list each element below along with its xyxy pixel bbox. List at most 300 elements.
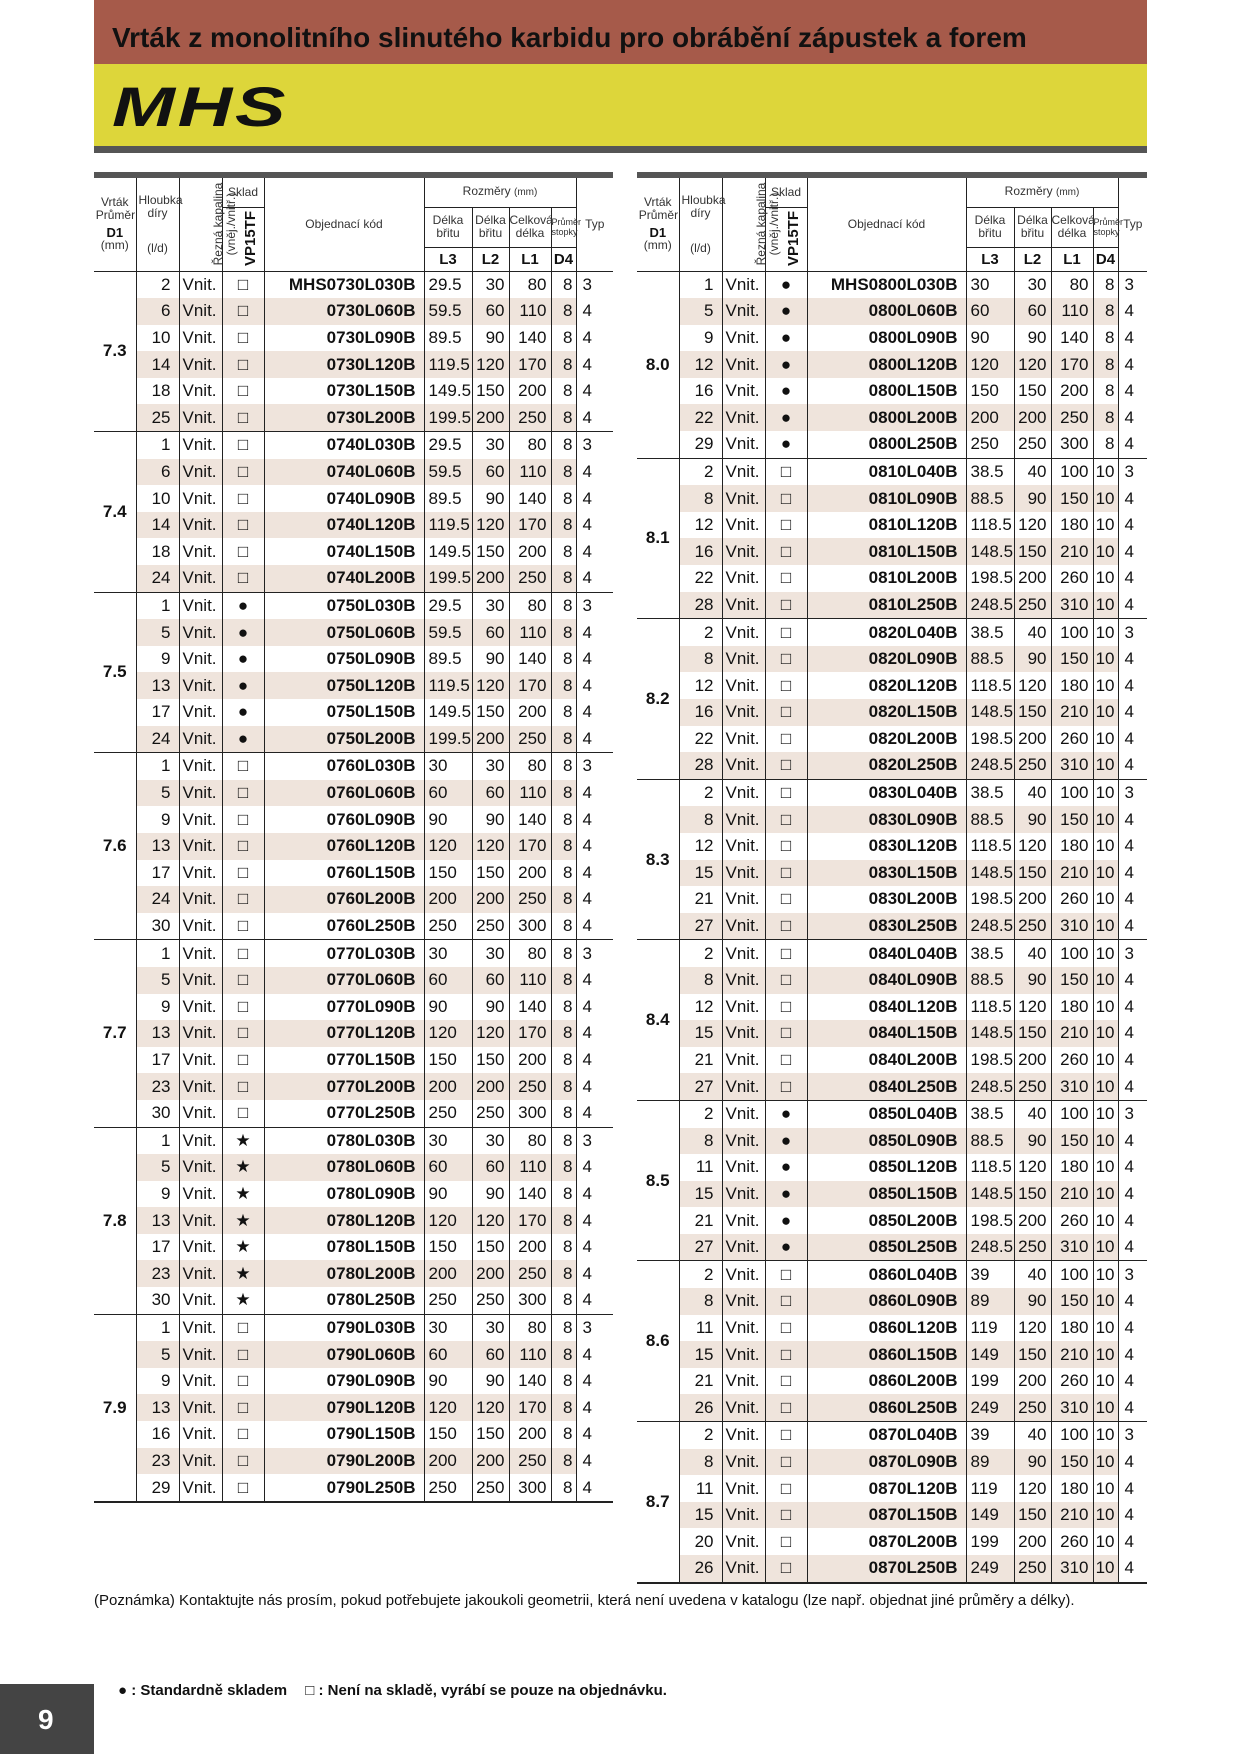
type-cell: 4 <box>582 916 592 936</box>
table-row <box>94 485 613 512</box>
l3-cell: 60 <box>424 1341 472 1368</box>
type-cell: 4 <box>1124 1478 1134 1498</box>
depth-cell: 5 <box>136 1341 179 1368</box>
order-code-cell: 0870L040B <box>807 1422 966 1449</box>
l1-cell: 250 <box>509 565 551 592</box>
d4-cell: 8 <box>551 351 576 378</box>
stock-cell: □ <box>765 1422 807 1449</box>
table-row <box>94 298 613 325</box>
l3-cell: 250 <box>966 431 1014 458</box>
type-cell: 4 <box>1124 1344 1134 1364</box>
l1-cell: 310 <box>1051 1394 1093 1421</box>
type-cell: 3 <box>576 432 613 459</box>
table-row <box>94 1421 613 1448</box>
l2-cell: 40 <box>1014 779 1051 806</box>
l3-cell: 149 <box>966 1341 1014 1368</box>
l2-cell: 120 <box>1014 1475 1051 1502</box>
l1-cell: 210 <box>1051 1502 1093 1529</box>
coolant-cell: Vnit. <box>722 351 765 378</box>
order-code-cell: 0750L060B <box>264 619 424 646</box>
table-row <box>637 752 1147 779</box>
l3-cell: 29.5 <box>424 592 472 619</box>
table-row <box>637 1154 1147 1181</box>
table-row <box>94 1100 613 1127</box>
l2-cell: 30 <box>472 1314 509 1341</box>
stock-cell: □ <box>765 779 807 806</box>
order-code-cell: 0760L250B <box>264 913 424 940</box>
l2-cell: 120 <box>1014 833 1051 860</box>
stock-cell: ● <box>765 431 807 458</box>
d4-cell: 8 <box>1093 298 1118 325</box>
d4-cell: 8 <box>551 459 576 486</box>
type-cell: 4 <box>582 836 592 856</box>
table-row <box>637 1020 1147 1047</box>
order-code-cell: 0860L090B <box>807 1288 966 1315</box>
coolant-cell: Vnit. <box>179 806 222 833</box>
l3-cell: 118.5 <box>966 833 1014 860</box>
l1-cell: 260 <box>1051 1207 1093 1234</box>
depth-cell: 1 <box>136 432 179 459</box>
coolant-cell: Vnit. <box>722 1154 765 1181</box>
depth-cell: 1 <box>136 1127 179 1154</box>
d4-cell: 10 <box>1093 565 1118 592</box>
order-code-cell: 0820L120B <box>807 672 966 699</box>
l1-cell: 180 <box>1051 833 1093 860</box>
table-row <box>637 404 1147 431</box>
coolant-cell: Vnit. <box>179 325 222 352</box>
l1-cell: 110 <box>509 619 551 646</box>
type-cell: 3 <box>1118 940 1147 967</box>
coolant-cell: Vnit. <box>179 1073 222 1100</box>
stock-cell: ● <box>222 672 264 699</box>
order-code-cell: 0860L250B <box>807 1394 966 1421</box>
table-row <box>637 378 1147 405</box>
coolant-cell: Vnit. <box>179 646 222 673</box>
coolant-cell: Vnit. <box>179 886 222 913</box>
coolant-cell: Vnit. <box>179 512 222 539</box>
d4-cell: 8 <box>551 1154 576 1181</box>
diameter-cell: 8.2 <box>637 619 679 780</box>
table-row <box>94 459 613 486</box>
depth-cell: 21 <box>679 1047 722 1074</box>
depth-cell: 9 <box>679 325 722 352</box>
l2-cell: 150 <box>472 860 509 887</box>
stock-cell: □ <box>222 1100 264 1127</box>
type-cell: 4 <box>1124 1505 1134 1525</box>
depth-cell: 26 <box>679 1394 722 1421</box>
l1-cell: 200 <box>509 1421 551 1448</box>
l1-cell: 80 <box>1051 271 1093 298</box>
type-cell: 4 <box>1124 1291 1134 1311</box>
order-code-cell: 0790L250B <box>264 1474 424 1502</box>
d4-cell: 8 <box>551 1100 576 1127</box>
order-code-cell: 0730L150B <box>264 378 424 405</box>
l1-cell: 310 <box>1051 1555 1093 1583</box>
l3-cell: 200 <box>966 404 1014 431</box>
hdr-l2: Délka břitu <box>472 207 509 247</box>
stock-cell: ★ <box>222 1154 264 1181</box>
l2-cell: 150 <box>472 699 509 726</box>
depth-cell: 2 <box>679 779 722 806</box>
hdr-order-code: Objednací kód <box>264 175 424 271</box>
type-cell: 3 <box>576 753 613 780</box>
stock-cell: ● <box>222 619 264 646</box>
d4-cell: 10 <box>1093 860 1118 887</box>
l1-cell: 250 <box>509 1073 551 1100</box>
coolant-cell: Vnit. <box>179 1474 222 1502</box>
order-code-cell: 0850L120B <box>807 1154 966 1181</box>
l1-cell: 170 <box>509 833 551 860</box>
d4-cell: 10 <box>1093 940 1118 967</box>
l3-cell: 198.5 <box>966 565 1014 592</box>
stock-cell: □ <box>222 1394 264 1421</box>
d4-cell: 10 <box>1093 752 1118 779</box>
order-code-cell: 0760L090B <box>264 806 424 833</box>
l3-cell: 120 <box>424 833 472 860</box>
stock-cell: □ <box>765 458 807 485</box>
l3-cell: 120 <box>424 1394 472 1421</box>
l2-cell: 150 <box>472 1421 509 1448</box>
hdr-d4: Průměr stopky <box>1093 207 1118 247</box>
depth-cell: 15 <box>679 1020 722 1047</box>
table-row <box>94 1474 613 1502</box>
stock-cell: □ <box>222 298 264 325</box>
l1-cell: 200 <box>509 860 551 887</box>
order-code-cell: 0780L090B <box>264 1181 424 1208</box>
order-code-cell: 0820L200B <box>807 726 966 753</box>
d4-cell: 8 <box>551 1287 576 1314</box>
l2-cell: 90 <box>1014 806 1051 833</box>
coolant-cell: Vnit. <box>722 1073 765 1100</box>
depth-cell: 12 <box>679 351 722 378</box>
coolant-cell: Vnit. <box>179 699 222 726</box>
l2-cell: 30 <box>472 432 509 459</box>
order-code-cell: 0830L090B <box>807 806 966 833</box>
coolant-cell: Vnit. <box>722 726 765 753</box>
stock-cell: □ <box>222 1474 264 1502</box>
hdr-l3-sym: L3 <box>966 247 1014 271</box>
l3-cell: 248.5 <box>966 752 1014 779</box>
l3-cell: 198.5 <box>966 886 1014 913</box>
table-row <box>94 967 613 994</box>
coolant-cell: Vnit. <box>722 646 765 673</box>
table-row <box>94 726 613 753</box>
type-cell: 4 <box>582 809 592 829</box>
l1-cell: 150 <box>1051 1128 1093 1155</box>
legend-on-order: □ : Není na skladě, vyrábí se pouze na objednávku. <box>305 1682 667 1699</box>
type-cell: 4 <box>1124 809 1134 829</box>
depth-cell: 8 <box>679 1288 722 1315</box>
stock-cell: ● <box>765 1100 807 1127</box>
diameter-cell: 8.6 <box>637 1261 679 1422</box>
coolant-cell: Vnit. <box>179 1341 222 1368</box>
type-cell: 4 <box>1124 327 1134 347</box>
depth-cell: 15 <box>679 1181 722 1208</box>
stock-cell: ● <box>222 646 264 673</box>
coolant-cell: Vnit. <box>179 565 222 592</box>
coolant-cell: Vnit. <box>722 378 765 405</box>
coolant-cell: Vnit. <box>722 565 765 592</box>
coolant-cell: Vnit. <box>722 592 765 619</box>
coolant-cell: Vnit. <box>722 512 765 539</box>
order-code-cell: 0760L120B <box>264 833 424 860</box>
diameter-cell: 7.8 <box>94 1127 136 1314</box>
hdr-type: Typ <box>576 175 613 271</box>
d4-cell: 10 <box>1093 1315 1118 1342</box>
coolant-cell: Vnit. <box>722 271 765 298</box>
l3-cell: 90 <box>424 806 472 833</box>
coolant-cell: Vnit. <box>722 672 765 699</box>
l2-cell: 40 <box>1014 619 1051 646</box>
coolant-cell: Vnit. <box>179 994 222 1021</box>
l2-cell: 150 <box>1014 1341 1051 1368</box>
depth-cell: 10 <box>136 325 179 352</box>
footnote: (Poznámka) Kontaktujte nás prosím, pokud potřebujete jakoukoli geometrii, která není uvedena v katalogu (lze např. objednat jiné průměry a délky). <box>94 1592 1075 1609</box>
stock-cell: □ <box>765 860 807 887</box>
l1-cell: 180 <box>1051 1315 1093 1342</box>
l2-cell: 120 <box>1014 994 1051 1021</box>
l1-cell: 80 <box>509 592 551 619</box>
l1-cell: 140 <box>509 994 551 1021</box>
l3-cell: 118.5 <box>966 1154 1014 1181</box>
depth-cell: 17 <box>136 1234 179 1261</box>
type-cell: 4 <box>582 327 592 347</box>
l3-cell: 38.5 <box>966 458 1014 485</box>
stock-cell: □ <box>765 1394 807 1421</box>
d4-cell: 8 <box>1093 378 1118 405</box>
l1-cell: 100 <box>1051 619 1093 646</box>
type-cell: 4 <box>1124 515 1134 535</box>
depth-cell: 16 <box>679 699 722 726</box>
series-banner <box>94 64 1147 146</box>
type-cell: 4 <box>582 301 592 321</box>
type-cell: 4 <box>1124 434 1134 454</box>
stock-cell: ● <box>765 1181 807 1208</box>
hdr-l1: Celková délka <box>1051 207 1093 247</box>
coolant-cell: Vnit. <box>722 994 765 1021</box>
stock-cell: □ <box>222 432 264 459</box>
depth-cell: 21 <box>679 1368 722 1395</box>
coolant-cell: Vnit. <box>722 1449 765 1476</box>
table-row <box>94 1020 613 1047</box>
d4-cell: 8 <box>551 1260 576 1287</box>
d4-cell: 10 <box>1093 1449 1118 1476</box>
l2-cell: 40 <box>1014 1261 1051 1288</box>
l3-cell: 30 <box>966 271 1014 298</box>
type-cell: 4 <box>1124 1130 1134 1150</box>
order-code-cell: 0780L120B <box>264 1207 424 1234</box>
l3-cell: 38.5 <box>966 619 1014 646</box>
l3-cell: 250 <box>424 913 472 940</box>
l3-cell: 30 <box>424 1314 472 1341</box>
l3-cell: 199.5 <box>424 565 472 592</box>
hdr-grade: VP15TF <box>765 207 807 271</box>
coolant-cell: Vnit. <box>179 538 222 565</box>
depth-cell: 28 <box>679 592 722 619</box>
coolant-cell: Vnit. <box>179 1020 222 1047</box>
l3-cell: 60 <box>966 298 1014 325</box>
d4-cell: 8 <box>551 886 576 913</box>
l3-cell: 150 <box>424 1421 472 1448</box>
stock-cell: ● <box>765 1234 807 1261</box>
stock-cell: ● <box>765 1128 807 1155</box>
coolant-cell: Vnit. <box>179 1260 222 1287</box>
d4-cell: 10 <box>1093 1288 1118 1315</box>
depth-cell: 8 <box>679 1449 722 1476</box>
table-row <box>637 1234 1147 1261</box>
order-code-cell: 0800L060B <box>807 298 966 325</box>
depth-cell: 15 <box>679 1341 722 1368</box>
order-code-cell: 0730L060B <box>264 298 424 325</box>
coolant-cell: Vnit. <box>722 1555 765 1583</box>
d4-cell: 10 <box>1093 806 1118 833</box>
table-row <box>94 271 613 298</box>
stock-cell: □ <box>765 913 807 940</box>
depth-cell: 24 <box>136 886 179 913</box>
l3-cell: 60 <box>424 967 472 994</box>
l3-cell: 119 <box>966 1475 1014 1502</box>
l2-cell: 90 <box>472 1368 509 1395</box>
d4-cell: 10 <box>1093 1073 1118 1100</box>
l3-cell: 250 <box>424 1474 472 1502</box>
order-code-cell: 0800L200B <box>807 404 966 431</box>
d4-cell: 10 <box>1093 1234 1118 1261</box>
hdr-dimensions: Rozměry (mm) <box>966 175 1118 207</box>
stock-cell: □ <box>222 886 264 913</box>
table-row <box>94 378 613 405</box>
d4-cell: 10 <box>1093 1261 1118 1288</box>
order-code-cell: 0840L120B <box>807 994 966 1021</box>
type-cell: 4 <box>1124 836 1134 856</box>
l3-cell: 39 <box>966 1261 1014 1288</box>
l3-cell: 249 <box>966 1394 1014 1421</box>
l3-cell: 30 <box>424 1127 472 1154</box>
type-cell: 4 <box>582 488 592 508</box>
depth-cell: 18 <box>136 538 179 565</box>
l3-cell: 60 <box>424 1154 472 1181</box>
type-cell: 4 <box>582 354 592 374</box>
table-row <box>637 833 1147 860</box>
l2-cell: 120 <box>472 351 509 378</box>
coolant-cell: Vnit. <box>179 1314 222 1341</box>
order-code-cell: 0800L150B <box>807 378 966 405</box>
stock-cell: □ <box>222 538 264 565</box>
depth-cell: 21 <box>679 886 722 913</box>
l1-cell: 140 <box>509 646 551 673</box>
d4-cell: 10 <box>1093 1128 1118 1155</box>
l2-cell: 40 <box>1014 1100 1051 1127</box>
l1-cell: 80 <box>509 1127 551 1154</box>
table-row <box>94 1287 613 1314</box>
stock-cell: ★ <box>222 1127 264 1154</box>
stock-cell: □ <box>222 1421 264 1448</box>
type-cell: 4 <box>1124 568 1134 588</box>
table-row <box>637 1394 1147 1421</box>
stock-cell: □ <box>765 672 807 699</box>
l2-cell: 90 <box>472 806 509 833</box>
hdr-l1: Celková délka <box>509 207 551 247</box>
hdr-grade: VP15TF <box>222 207 264 271</box>
depth-cell: 23 <box>136 1073 179 1100</box>
coolant-cell: Vnit. <box>722 1181 765 1208</box>
l2-cell: 200 <box>472 726 509 753</box>
stock-cell: □ <box>765 1341 807 1368</box>
order-code-cell: 0810L250B <box>807 592 966 619</box>
depth-cell: 17 <box>136 699 179 726</box>
stock-cell: □ <box>222 485 264 512</box>
hdr-l3-sym: L3 <box>424 247 472 271</box>
coolant-cell: Vnit. <box>722 1047 765 1074</box>
depth-cell: 2 <box>679 940 722 967</box>
table-row <box>94 1234 613 1261</box>
depth-cell: 2 <box>679 1261 722 1288</box>
stock-cell: ● <box>765 404 807 431</box>
table-row <box>637 1047 1147 1074</box>
coolant-cell: Vnit. <box>179 1100 222 1127</box>
stock-cell: □ <box>222 833 264 860</box>
order-code-cell: 0780L030B <box>264 1127 424 1154</box>
order-code-cell: 0790L150B <box>264 1421 424 1448</box>
table-row <box>637 512 1147 539</box>
l1-cell: 150 <box>1051 967 1093 994</box>
table-row <box>637 538 1147 565</box>
l1-cell: 260 <box>1051 1047 1093 1074</box>
order-code-cell: 0870L200B <box>807 1528 966 1555</box>
l3-cell: 250 <box>424 1100 472 1127</box>
depth-cell: 13 <box>136 1394 179 1421</box>
type-cell: 4 <box>582 970 592 990</box>
diameter-cell: 7.4 <box>94 432 136 593</box>
type-cell: 4 <box>582 996 592 1016</box>
l1-cell: 80 <box>509 1314 551 1341</box>
coolant-cell: Vnit. <box>722 699 765 726</box>
depth-cell: 11 <box>679 1315 722 1342</box>
order-code-cell: 0750L200B <box>264 726 424 753</box>
l3-cell: 199 <box>966 1528 1014 1555</box>
stock-cell: □ <box>222 1073 264 1100</box>
type-cell: 4 <box>582 1157 592 1177</box>
order-code-cell: 0840L250B <box>807 1073 966 1100</box>
coolant-cell: Vnit. <box>722 860 765 887</box>
coolant-cell: Vnit. <box>179 780 222 807</box>
d4-cell: 8 <box>551 565 576 592</box>
depth-cell: 28 <box>679 752 722 779</box>
table-row <box>94 351 613 378</box>
l1-cell: 210 <box>1051 699 1093 726</box>
stock-cell: ★ <box>222 1260 264 1287</box>
d4-cell: 8 <box>551 940 576 967</box>
table-row <box>637 1181 1147 1208</box>
order-code-cell: 0770L120B <box>264 1020 424 1047</box>
depth-cell: 14 <box>136 512 179 539</box>
l3-cell: 148.5 <box>966 538 1014 565</box>
coolant-cell: Vnit. <box>722 538 765 565</box>
coolant-cell: Vnit. <box>179 1394 222 1421</box>
table-row <box>637 886 1147 913</box>
stock-cell: □ <box>222 1368 264 1395</box>
depth-cell: 2 <box>679 619 722 646</box>
d4-cell: 8 <box>1093 431 1118 458</box>
table-row <box>637 779 1147 806</box>
l3-cell: 29.5 <box>424 432 472 459</box>
order-code-cell: 0840L040B <box>807 940 966 967</box>
type-cell: 4 <box>582 1183 592 1203</box>
table-row <box>94 699 613 726</box>
stock-cell: □ <box>765 967 807 994</box>
coolant-cell: Vnit. <box>722 779 765 806</box>
order-code-cell: 0870L250B <box>807 1555 966 1583</box>
d4-cell: 10 <box>1093 726 1118 753</box>
